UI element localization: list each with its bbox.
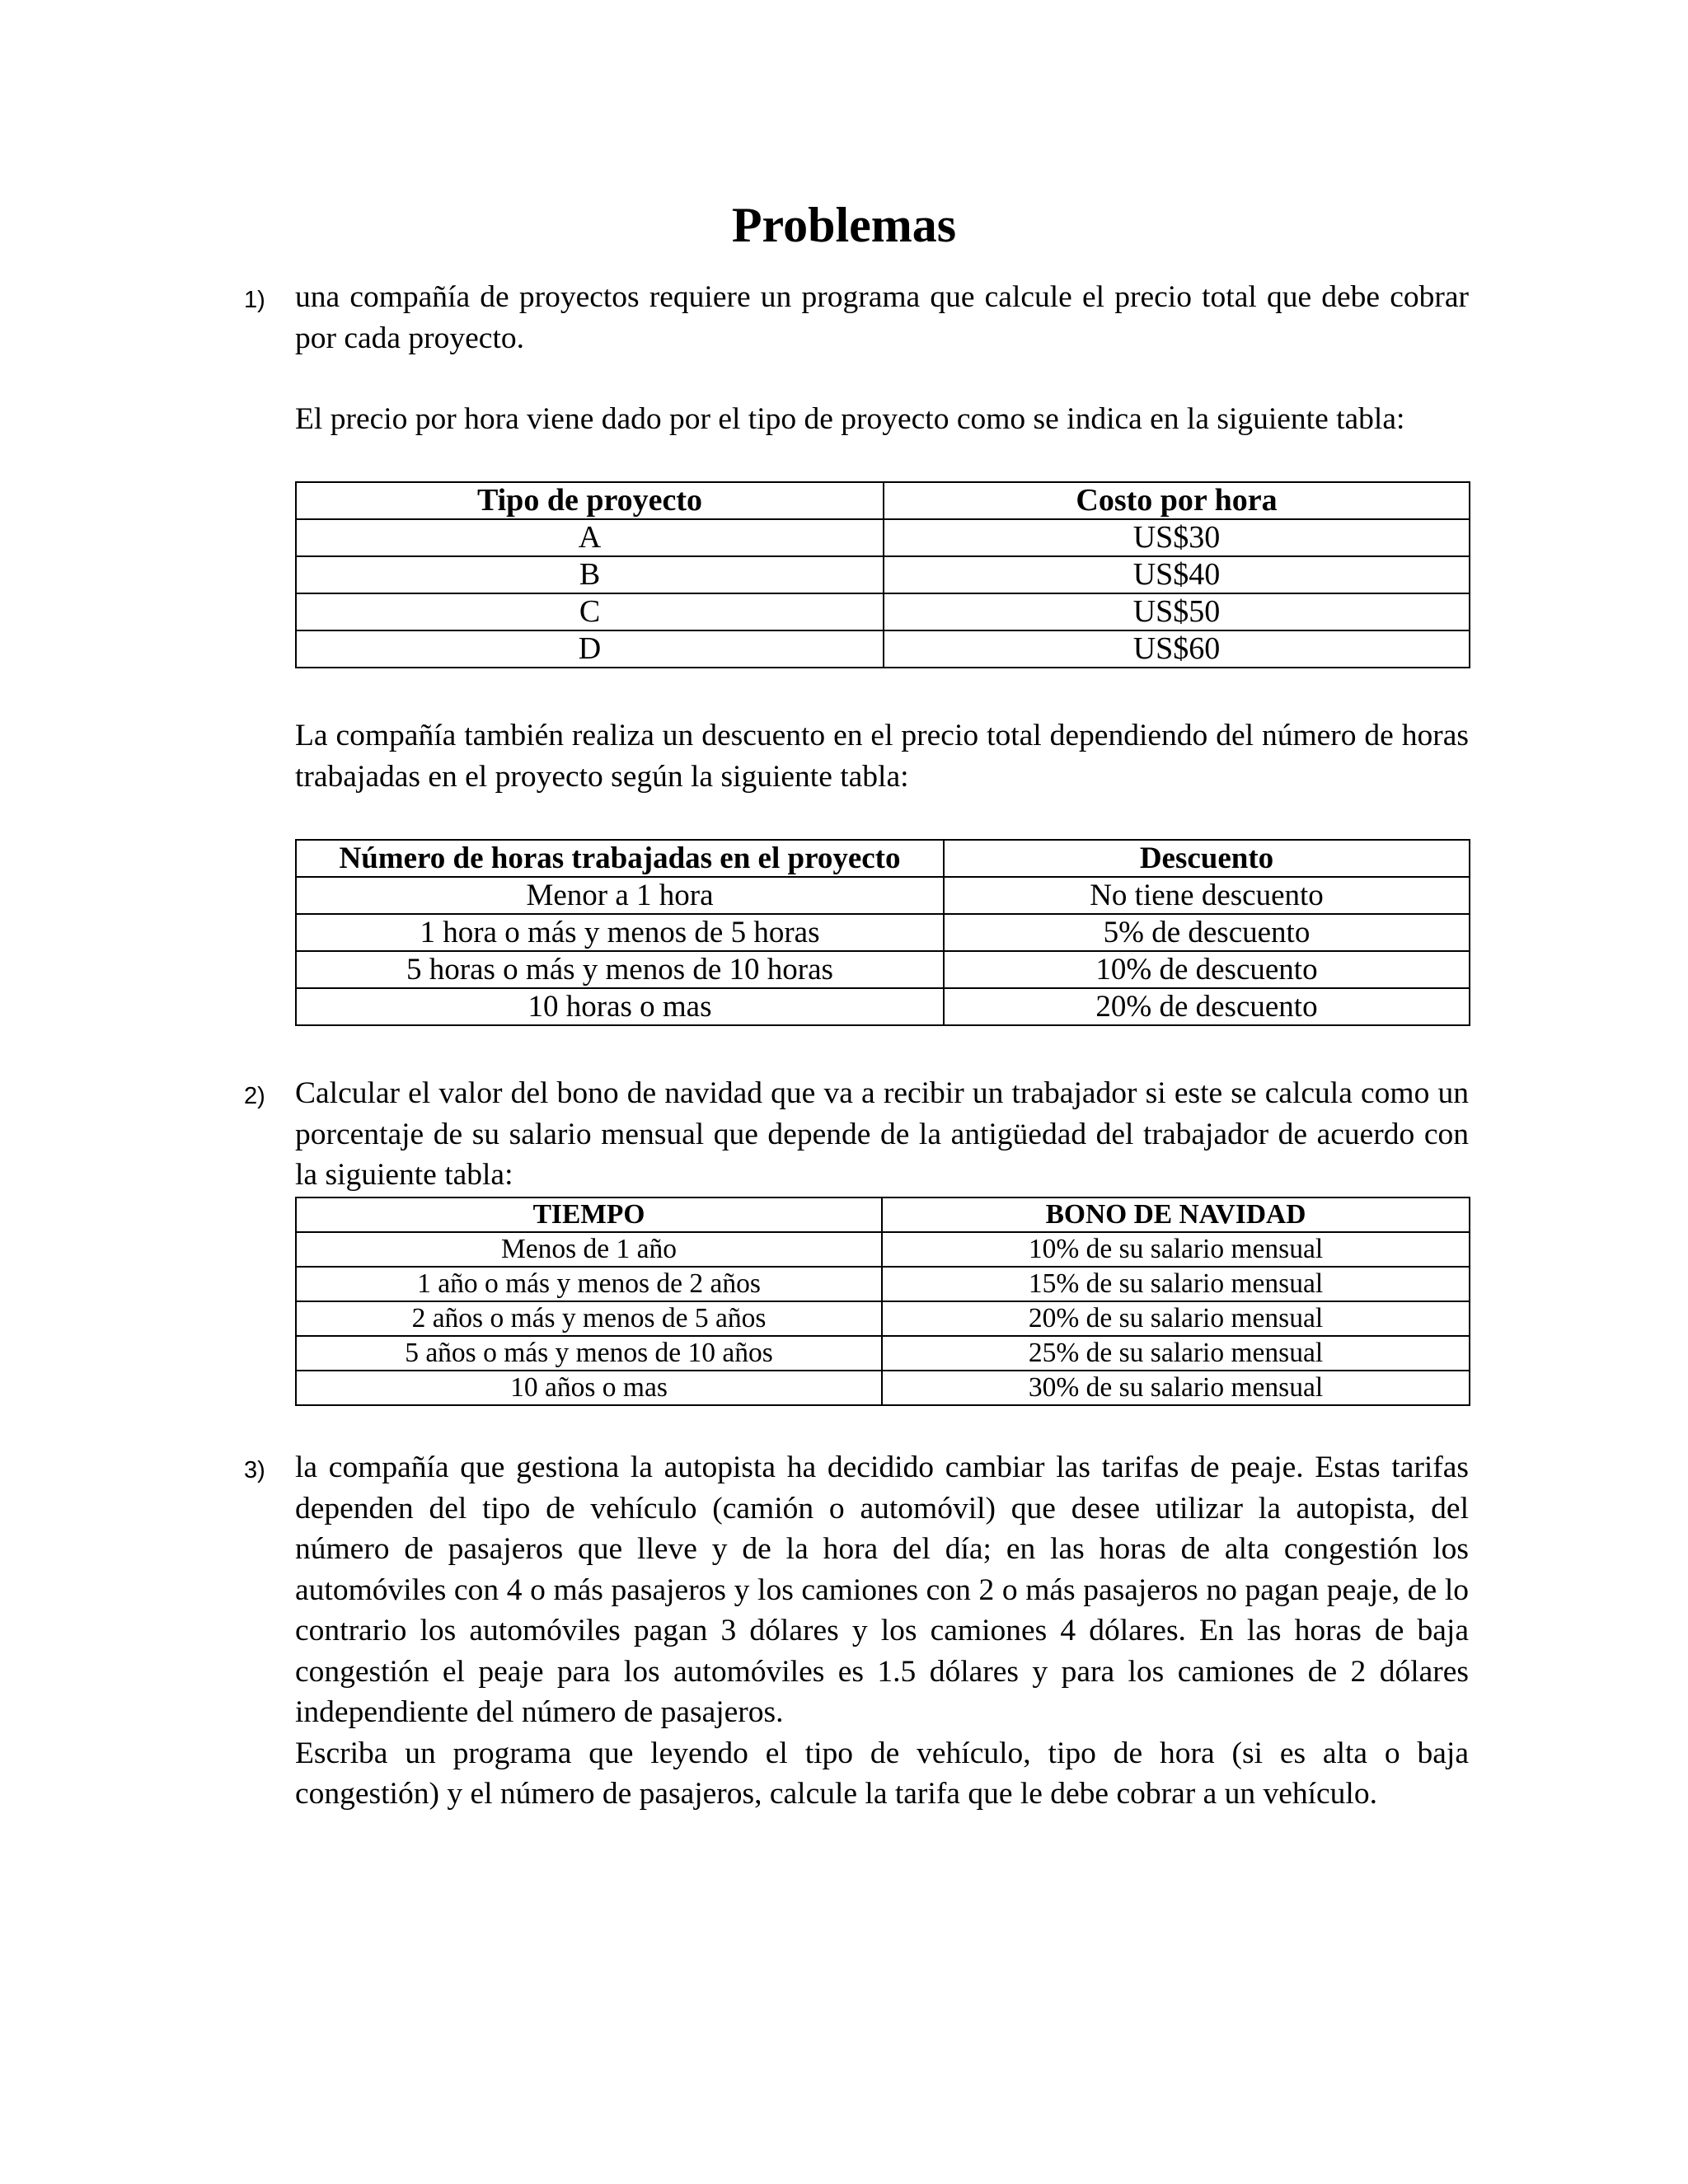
table-row xyxy=(296,877,1470,914)
table-cell: 10 horas o mas xyxy=(296,988,944,1025)
table-header-cell: TIEMPO xyxy=(296,1197,882,1232)
table-cell: Menos de 1 año xyxy=(296,1232,882,1267)
table-row xyxy=(296,1336,1470,1371)
table-row xyxy=(296,519,1470,556)
discount-table xyxy=(295,839,1470,1026)
table-cell: 10% de su salario mensual xyxy=(882,1232,1470,1267)
table-row xyxy=(296,1232,1470,1267)
table-cell: 5 horas o más y menos de 10 horas xyxy=(296,951,944,988)
table-row xyxy=(296,556,1470,593)
bonus-table xyxy=(295,1197,1470,1406)
table-header-row xyxy=(296,1197,1470,1232)
table-cell: 20% de descuento xyxy=(944,988,1470,1025)
table-header-cell: Costo por hora xyxy=(884,482,1470,519)
table-cell: US$30 xyxy=(884,519,1470,556)
table-header-row xyxy=(296,840,1470,877)
table-cell: 15% de su salario mensual xyxy=(882,1267,1470,1301)
table-cell: 1 año o más y menos de 2 años xyxy=(296,1267,882,1301)
table-cell: US$50 xyxy=(884,593,1470,630)
table-header-row xyxy=(296,482,1470,519)
page-title: Problemas xyxy=(731,198,957,252)
table-row xyxy=(296,988,1470,1025)
table-cell: 2 años o más y menos de 5 años xyxy=(296,1301,882,1336)
table-cell: C xyxy=(296,593,884,630)
table-cell: D xyxy=(296,630,884,668)
table-row xyxy=(296,593,1470,630)
table-cell: 20% de su salario mensual xyxy=(882,1301,1470,1336)
table-cell: B xyxy=(296,556,884,593)
table-header-cell: Número de horas trabajadas en el proyecto xyxy=(296,840,944,877)
table-cell: A xyxy=(296,519,884,556)
table-row xyxy=(296,951,1470,988)
problem-3-number: 3) xyxy=(244,1457,265,1483)
table-cell: 1 hora o más y menos de 5 horas xyxy=(296,914,944,951)
problem-1-number: 1) xyxy=(244,287,265,313)
table-header-cell: BONO DE NAVIDAD xyxy=(882,1197,1470,1232)
table-cell: 25% de su salario mensual xyxy=(882,1336,1470,1371)
table-row xyxy=(296,1301,1470,1336)
price-table xyxy=(295,481,1470,668)
table-cell: 10% de descuento xyxy=(944,951,1470,988)
table-cell: 30% de su salario mensual xyxy=(882,1371,1470,1405)
problem-1-intro: una compañía de proyectos requiere un programa que calcule el precio total que debe cobrar por cada proyecto. xyxy=(295,280,1469,355)
table-row xyxy=(296,630,1470,668)
table-cell: 5% de descuento xyxy=(944,914,1470,951)
problem-1-discount-text: La compañía también realiza un descuento en el precio total dependiendo del número de horas trabajadas en el proyecto según la siguiente tabla: xyxy=(295,719,1469,794)
table-cell: Menor a 1 hora xyxy=(296,877,944,914)
table-cell: US$40 xyxy=(884,556,1470,593)
problem-1-price-text: El precio por hora viene dado por el tipo de proyecto como se indica en la siguiente tabla: xyxy=(295,402,1405,436)
table-header-cell: Tipo de proyecto xyxy=(296,482,884,519)
table-row xyxy=(296,1267,1470,1301)
table-header-cell: Descuento xyxy=(944,840,1470,877)
problem-3-text xyxy=(295,1447,1469,1815)
problem-3-task: Escriba un programa que leyendo el tipo de vehículo, tipo de hora (si es alta o baja congestión) y el número de pasajeros, calcule la tarifa que le debe cobrar a un vehículo. xyxy=(295,1736,1469,1811)
table-cell: US$60 xyxy=(884,630,1470,668)
table-cell: No tiene descuento xyxy=(944,877,1470,914)
problem-2-number: 2) xyxy=(244,1083,265,1109)
table-row xyxy=(296,1371,1470,1405)
table-row xyxy=(296,914,1470,951)
problem-2-text: Calcular el valor del bono de navidad que va a recibir un trabajador si este se calcula como un porcentaje de su salario mensual que depende de la antigüedad del trabajador de acuerdo con la siguiente tabla: xyxy=(295,1076,1469,1192)
problem-3-statement: la compañía que gestiona la autopista ha decidido cambiar las tarifas de peaje. Estas tarifas dependen del tipo de vehículo (camión o automóvil) que desee utilizar la autopista, del número de pasajeros que lleve y de la hora del día; en las horas de alta congestión los automóviles con 4 o más pasajeros y los camiones con 2 o más pasajeros no pagan peaje, de lo contrario los automóviles pagan 3 dólares y los camiones 4 dólares. En las horas de baja congestión el peaje para los automóviles es 1.5 dólares y para los camiones de 2 dólares independiente del número de pasajeros. xyxy=(295,1451,1469,1729)
table-cell: 10 años o mas xyxy=(296,1371,882,1405)
table-cell: 5 años o más y menos de 10 años xyxy=(296,1336,882,1371)
